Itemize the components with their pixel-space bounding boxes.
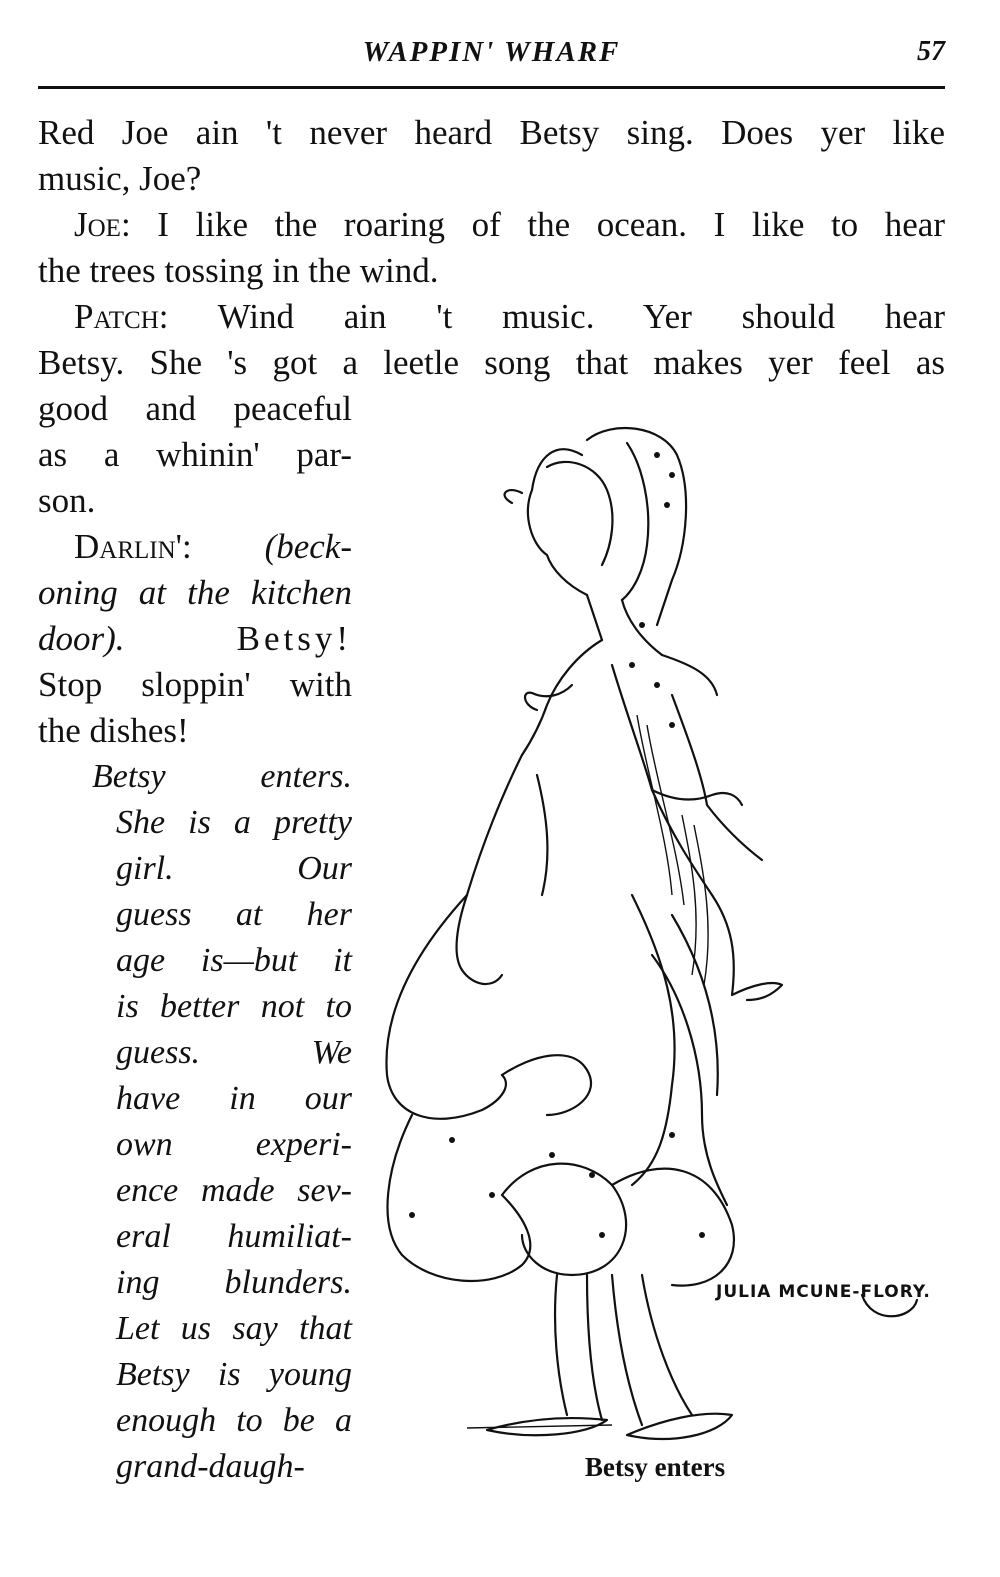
- betsy-illustration: [372, 395, 962, 1470]
- artist-signature: JULIA MCUNE-FLORY.: [716, 1282, 931, 1302]
- text-line: the trees tossing in the wind.: [38, 251, 439, 290]
- dialogue-text: I like the roaring of the ocean. I like to hear: [130, 205, 945, 244]
- stage-line: ing blunders.: [116, 1264, 352, 1301]
- stage-direction-block: [92, 754, 352, 1490]
- stage-line: She is a pretty: [116, 804, 352, 841]
- shoe-right: [627, 1414, 732, 1439]
- stage-line: ence made sev-: [116, 1172, 352, 1209]
- page-number: 57: [917, 36, 945, 67]
- text-line: son.: [38, 481, 96, 520]
- speaker-patch: Patch:: [74, 297, 169, 336]
- arm-upper: [522, 640, 602, 755]
- stage-line: have in our: [116, 1080, 352, 1117]
- dialogue-joe: [38, 202, 945, 248]
- text-line: Red Joe ain 't never heard Betsy sing. Does yer like: [38, 113, 945, 152]
- text-line: music, Joe?: [38, 159, 202, 198]
- speaker-joe: Joe:: [74, 205, 131, 244]
- stage-line: grand-daugh-: [116, 1448, 305, 1485]
- text-line: Betsy. She 's got a leetle song that makes yer feel as: [38, 343, 945, 382]
- hand: [462, 970, 502, 984]
- leg-left: [555, 1275, 567, 1415]
- speaker-darlin: Darlin':: [74, 527, 192, 566]
- text-line: the dishes!: [38, 711, 189, 750]
- leg-right: [612, 1275, 642, 1425]
- stage-line: Betsy is young: [116, 1356, 352, 1393]
- stage-line: age is—but it: [116, 942, 352, 979]
- text-line: Stop sloppin' with: [38, 665, 352, 704]
- stage-line: enough to be a: [116, 1402, 352, 1439]
- dialogue-text: Wind ain 't music. Yer should hear: [168, 297, 945, 336]
- dialogue-patch: [38, 294, 945, 340]
- kerchief: [587, 428, 686, 625]
- stage-line: eral humiliat-: [116, 1218, 352, 1255]
- stage-direction: (beck-: [264, 527, 352, 566]
- call-betsy: Betsy!: [236, 619, 352, 658]
- stage-line: girl. Our: [116, 850, 352, 887]
- stage-line: is better not to: [116, 988, 352, 1025]
- apron-tie: [652, 790, 742, 805]
- running-title: WAPPIN' WHARF: [362, 36, 621, 68]
- header-rule: [38, 86, 945, 89]
- stage-line: guess. We: [116, 1034, 352, 1071]
- stage-line: own experi-: [116, 1126, 352, 1163]
- stage-line: guess at her: [116, 896, 352, 933]
- text-line: as a whinin' par-: [38, 435, 352, 474]
- figure-caption: Betsy enters: [584, 1452, 726, 1482]
- stage-direction: door).: [38, 619, 125, 658]
- dialogue-darlin: [38, 524, 352, 570]
- face-profile: [528, 449, 587, 595]
- running-header: [38, 30, 945, 90]
- stage-line: Betsy enters.: [92, 758, 352, 795]
- stage-line: Let us say that: [116, 1310, 352, 1347]
- left-column: [38, 386, 352, 754]
- text-line: good and peaceful: [38, 389, 352, 428]
- stage-direction: oning at the kitchen: [38, 573, 352, 612]
- skirt-left: [388, 1115, 531, 1281]
